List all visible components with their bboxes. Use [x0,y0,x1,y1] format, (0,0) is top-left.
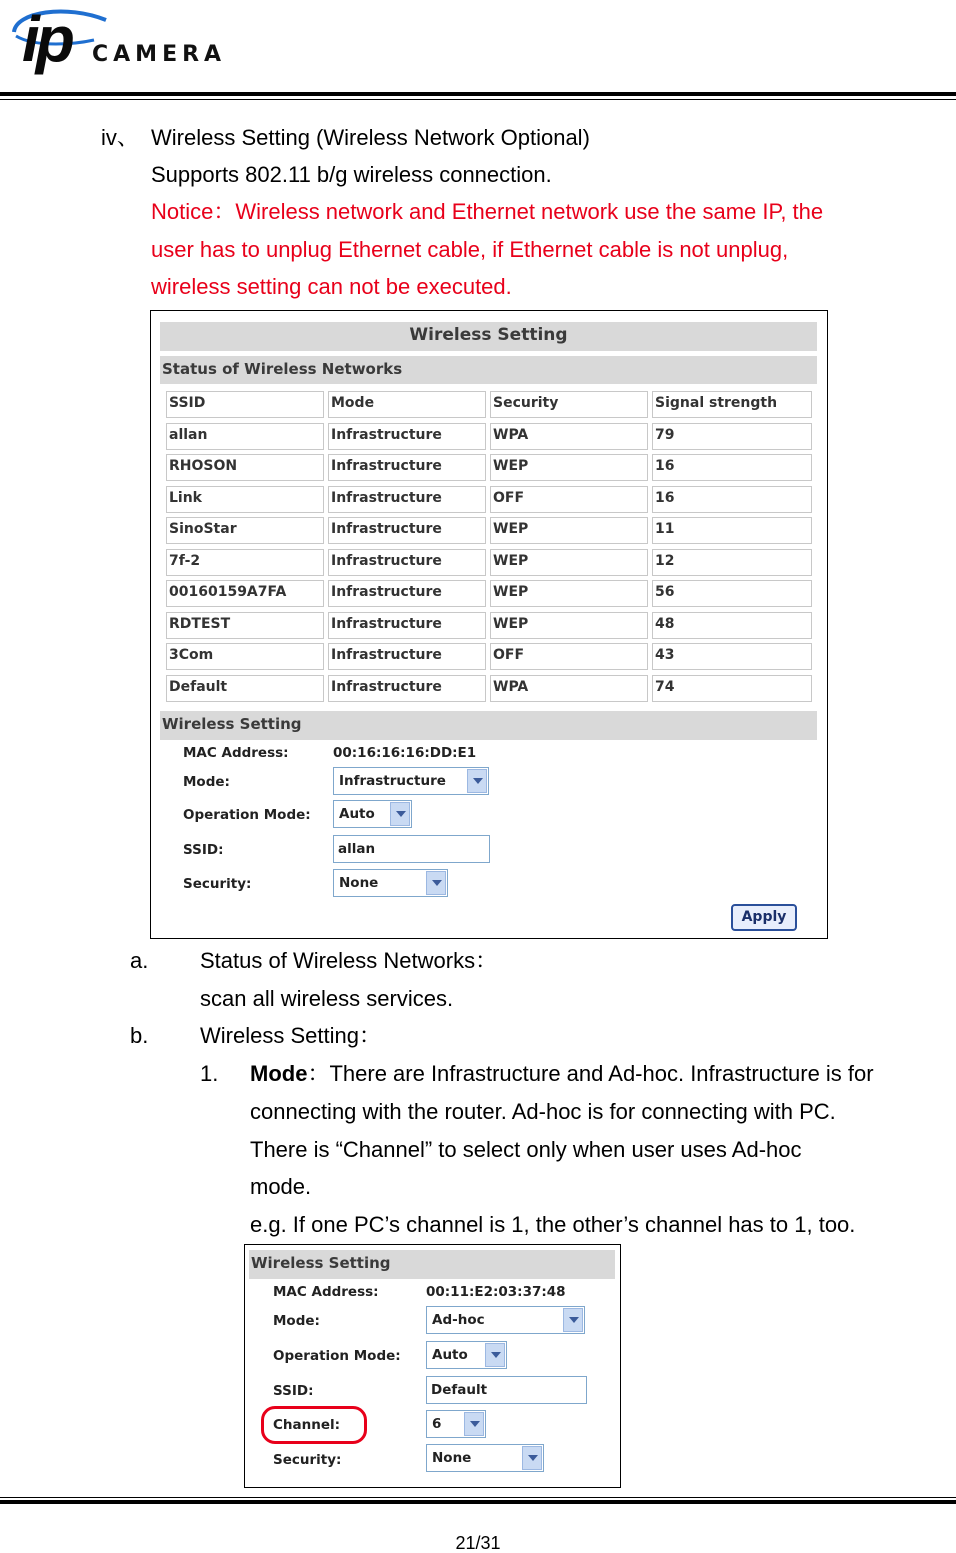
wireless-setting-screenshot [150,310,828,939]
settings-header-bar [160,711,817,740]
list-item1-line-4: mode. [250,1174,312,1199]
page-number: 21/31 [455,1533,501,1553]
cell-ssid: SinoStar [166,517,324,544]
operation-mode-select[interactable] [333,800,412,828]
adhoc-opmode-select[interactable] [426,1341,507,1369]
chevron-down-icon[interactable] [467,769,487,793]
adhoc-opmode-label: Operation Mode: [273,1348,401,1364]
adhoc-security-value: None [432,1450,472,1466]
cell-mode: Infrastructure [328,675,486,702]
operation-mode-label: Operation Mode: [183,807,311,823]
cell-ssid: Link [166,486,324,513]
section-marker: iv、 [101,125,139,150]
cell-ssid: 3Com [166,643,324,670]
chevron-down-icon[interactable] [426,871,446,895]
ws-title: Wireless Setting [409,325,568,345]
list-marker-a: a. [130,948,149,973]
chevron-down-icon[interactable] [522,1446,542,1470]
notice-line-2: user has to unplug Ethernet cable, if Ethernet cable is not unplug, [151,237,789,262]
chevron-down-icon[interactable] [464,1412,484,1436]
cell-security: WPA [490,423,648,450]
security-select-value: None [339,875,379,891]
adhoc-mode-select[interactable] [426,1306,585,1334]
cell-security: WEP [490,612,648,639]
cell-ssid: RHOSON [166,454,324,481]
mode-label: Mode: [183,774,230,790]
adhoc-mode-label: Mode: [273,1313,320,1329]
mac-address-label: MAC Address: [183,745,289,761]
cell-security: OFF [490,643,648,670]
list-marker-b: b. [130,1023,149,1048]
settings-header: Wireless Setting [162,715,302,733]
list-item1-text: ：There are Infrastructure and Ad-hoc. Infrastructure is for [307,1061,874,1086]
list-item1-line-1 [250,1061,874,1087]
cell-signal: 16 [652,454,812,481]
cell-security: OFF [490,486,648,513]
col-header-mode: Mode [328,391,486,418]
adhoc-mac-value: 00:11:E2:03:37:48 [426,1284,566,1300]
cell-mode: Infrastructure [328,549,486,576]
list-item1-line-3: There is “Channel” to select only when user uses Ad-hoc [250,1137,802,1162]
security-label: Security: [183,876,252,892]
cell-ssid: allan [166,423,324,450]
cell-ssid: RDTEST [166,612,324,639]
cell-signal: 79 [652,423,812,450]
operation-mode-value: Auto [339,806,375,822]
col-header-security: Security [490,391,648,418]
notice-line-3: wireless setting can not be executed. [151,274,512,299]
adhoc-mode-value: Ad-hoc [432,1312,485,1328]
section-title: Wireless Setting (Wireless Network Optional) [151,125,590,150]
footer-rule-thick [0,1500,956,1504]
cell-ssid: 7f-2 [166,549,324,576]
chevron-down-icon[interactable] [485,1343,505,1367]
adhoc-channel-label: Channel: [273,1417,341,1433]
header-rule-thick [0,92,956,96]
adhoc-mac-label: MAC Address: [273,1284,379,1300]
status-header-bar [160,356,817,384]
list-item1-marker: 1. [200,1061,219,1086]
cell-security: WEP [490,517,648,544]
cell-mode: Infrastructure [328,580,486,607]
list-item1-bold: Mode [250,1061,308,1086]
cell-signal: 43 [652,643,812,670]
adhoc-security-select[interactable] [426,1444,544,1472]
adhoc-ssid-input[interactable]: Default [426,1376,587,1404]
ssid-label: SSID: [183,842,224,858]
mode-select-value: Infrastructure [339,773,446,789]
mode-select[interactable] [333,767,489,795]
notice-line-1: Notice：Wireless network and Ethernet network use the same IP, the [151,199,824,224]
logo-word: CAMERA [92,42,227,67]
ssid-input[interactable]: allan [333,835,490,863]
cell-ssid: Default [166,675,324,702]
security-select[interactable] [333,869,448,897]
cell-signal: 56 [652,580,812,607]
cell-signal: 48 [652,612,812,639]
header-rule-thin [0,99,956,100]
list-item1-line-5: e.g. If one PC’s channel is 1, the other’s channel has to 1, too. [250,1212,856,1237]
list-a-text: scan all wireless services. [200,986,454,1011]
list-b-title: Wireless Setting： [200,1023,381,1048]
cell-signal: 74 [652,675,812,702]
adhoc-channel-value: 6 [432,1416,442,1432]
cell-mode: Infrastructure [328,423,486,450]
cell-security: WEP [490,549,648,576]
cell-mode: Infrastructure [328,643,486,670]
section-subtitle: Supports 802.11 b/g wireless connection. [151,162,552,187]
adhoc-setting-screenshot [244,1244,621,1488]
adhoc-channel-select[interactable] [426,1410,486,1438]
adhoc-header-bar [249,1250,615,1279]
cell-signal: 11 [652,517,812,544]
adhoc-opmode-value: Auto [432,1347,468,1363]
col-header-ssid: SSID [166,391,324,418]
col-header-signal: Signal strength [652,391,812,418]
cell-mode: Infrastructure [328,454,486,481]
cell-security: WEP [490,580,648,607]
mac-address-value: 00:16:16:16:DD:E1 [333,745,477,761]
list-a-title: Status of Wireless Networks： [200,948,498,973]
ws-title-bar [160,322,817,351]
status-header: Status of Wireless Networks [162,360,403,378]
chevron-down-icon[interactable] [563,1308,583,1332]
cell-security: WPA [490,675,648,702]
adhoc-ssid-label: SSID: [273,1383,314,1399]
cell-signal: 12 [652,549,812,576]
cell-mode: Infrastructure [328,486,486,513]
adhoc-header: Wireless Setting [251,1254,391,1272]
footer-rule-thin [0,1497,956,1498]
ip-camera-logo [6,0,276,90]
logo-mark: ip [22,3,71,75]
adhoc-security-label: Security: [273,1452,342,1468]
cell-mode: Infrastructure [328,517,486,544]
cell-security: WEP [490,454,648,481]
list-item1-line-2: connecting with the router. Ad-hoc is for connecting with PC. [250,1099,836,1124]
cell-mode: Infrastructure [328,612,486,639]
apply-button[interactable]: Apply [731,904,797,931]
chevron-down-icon[interactable] [390,802,410,826]
cell-signal: 16 [652,486,812,513]
cell-ssid: 00160159A7FA [166,580,324,607]
